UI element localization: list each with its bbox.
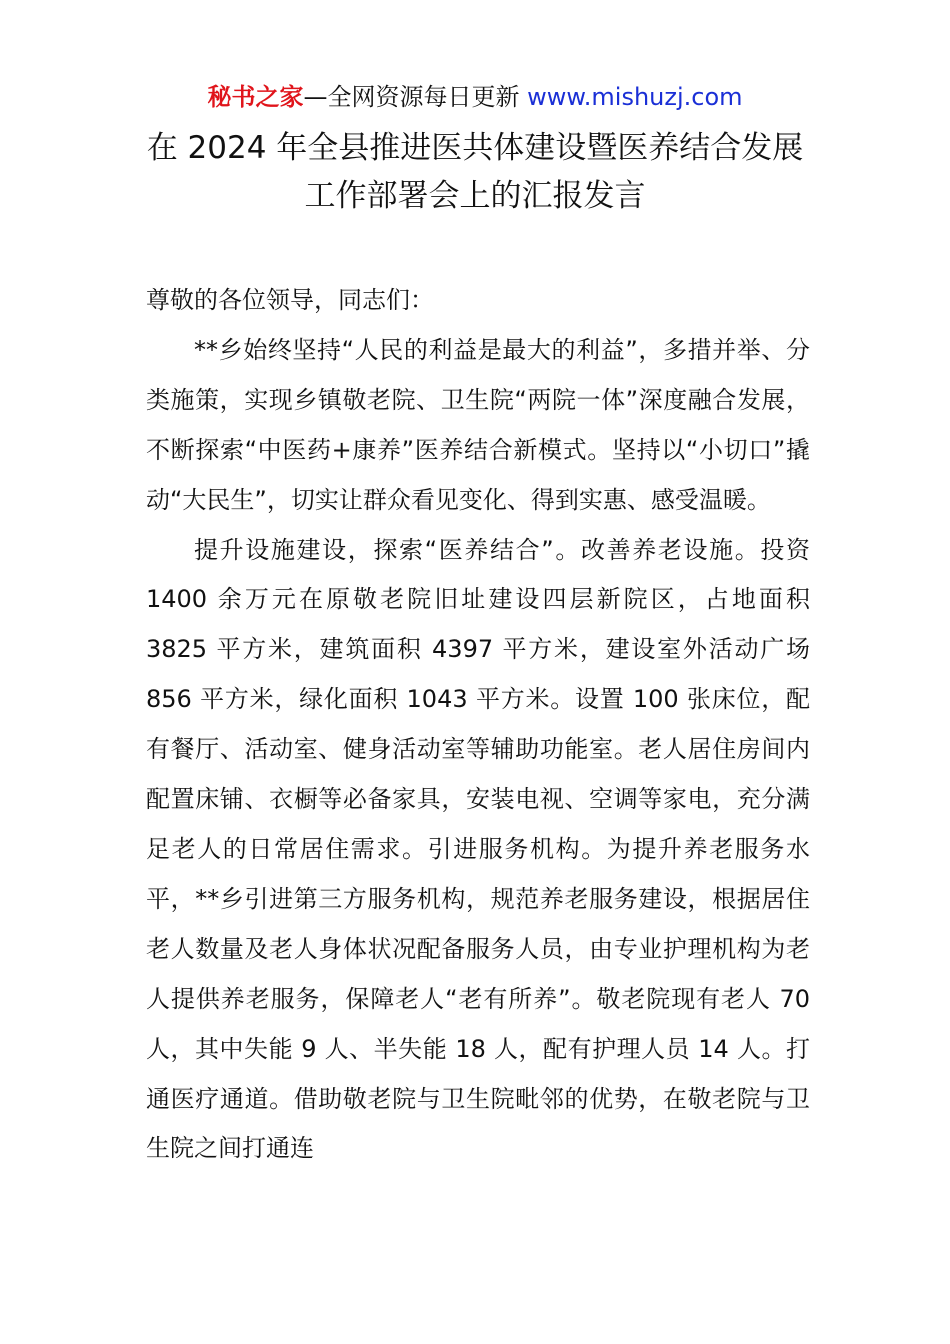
document-title-line-1: 在 2024 年全县推进医共体建设暨医养结合发展: [146, 130, 804, 166]
paragraph-intro: **乡始终坚持“人民的利益是最大的利益”，多措并举、分类施策，实现乡镇敬老院、卫生院“两院一体”深度融合发展，不断探索“中医药+康养”医养结合新模式。坚持以“小切口”撬动“大民生”，切实让群众看见变化、得到实惠、感受温暖。: [146, 335, 810, 514]
salutation: 尊敬的各位领导，同志们：: [146, 286, 434, 314]
paragraph-facilities: 提升设施建设，探索“医养结合”。改善养老设施。投资 1400 余万元在原敬老院旧址建设四层新院区，占地面积 3825 平方米，建筑面积 4397 平方米，建设室外活动广场 856 平方米，绿化面积 1043 平方米。设置 100 张床位，配有餐厅、活动室、健身活动室等辅助功能室。老人居住房间内配置床铺、衣橱等必备家具，安装电视、空调等家电，充分满足老人的日常居住需求。引进服务机构。为提升养老服务水平，**乡引进第三方服务机构，规范养老服务建设，根据居住老人数量及老人身体状况配备服务人员，由专业护理机构为老人提供养老服务，保障老人“老有所养”。敬老院现有老人 70 人，其中失能 9 人、半失能 18 人，配有护理人员 14 人。打通医疗通道。借助敬老院与卫生院毗邻的优势，在敬老院与卫生院之间打通连: [146, 535, 810, 1163]
header-slogan: —全网资源每日更新: [303, 83, 528, 111]
brand-name: 秘书之家: [207, 83, 304, 111]
site-header: [0, 80, 950, 114]
document-title-line-2: 工作部署会上的汇报发言: [304, 178, 646, 214]
document-body: [146, 276, 810, 1174]
site-url-link[interactable]: www.mishuzj.com: [527, 83, 743, 111]
